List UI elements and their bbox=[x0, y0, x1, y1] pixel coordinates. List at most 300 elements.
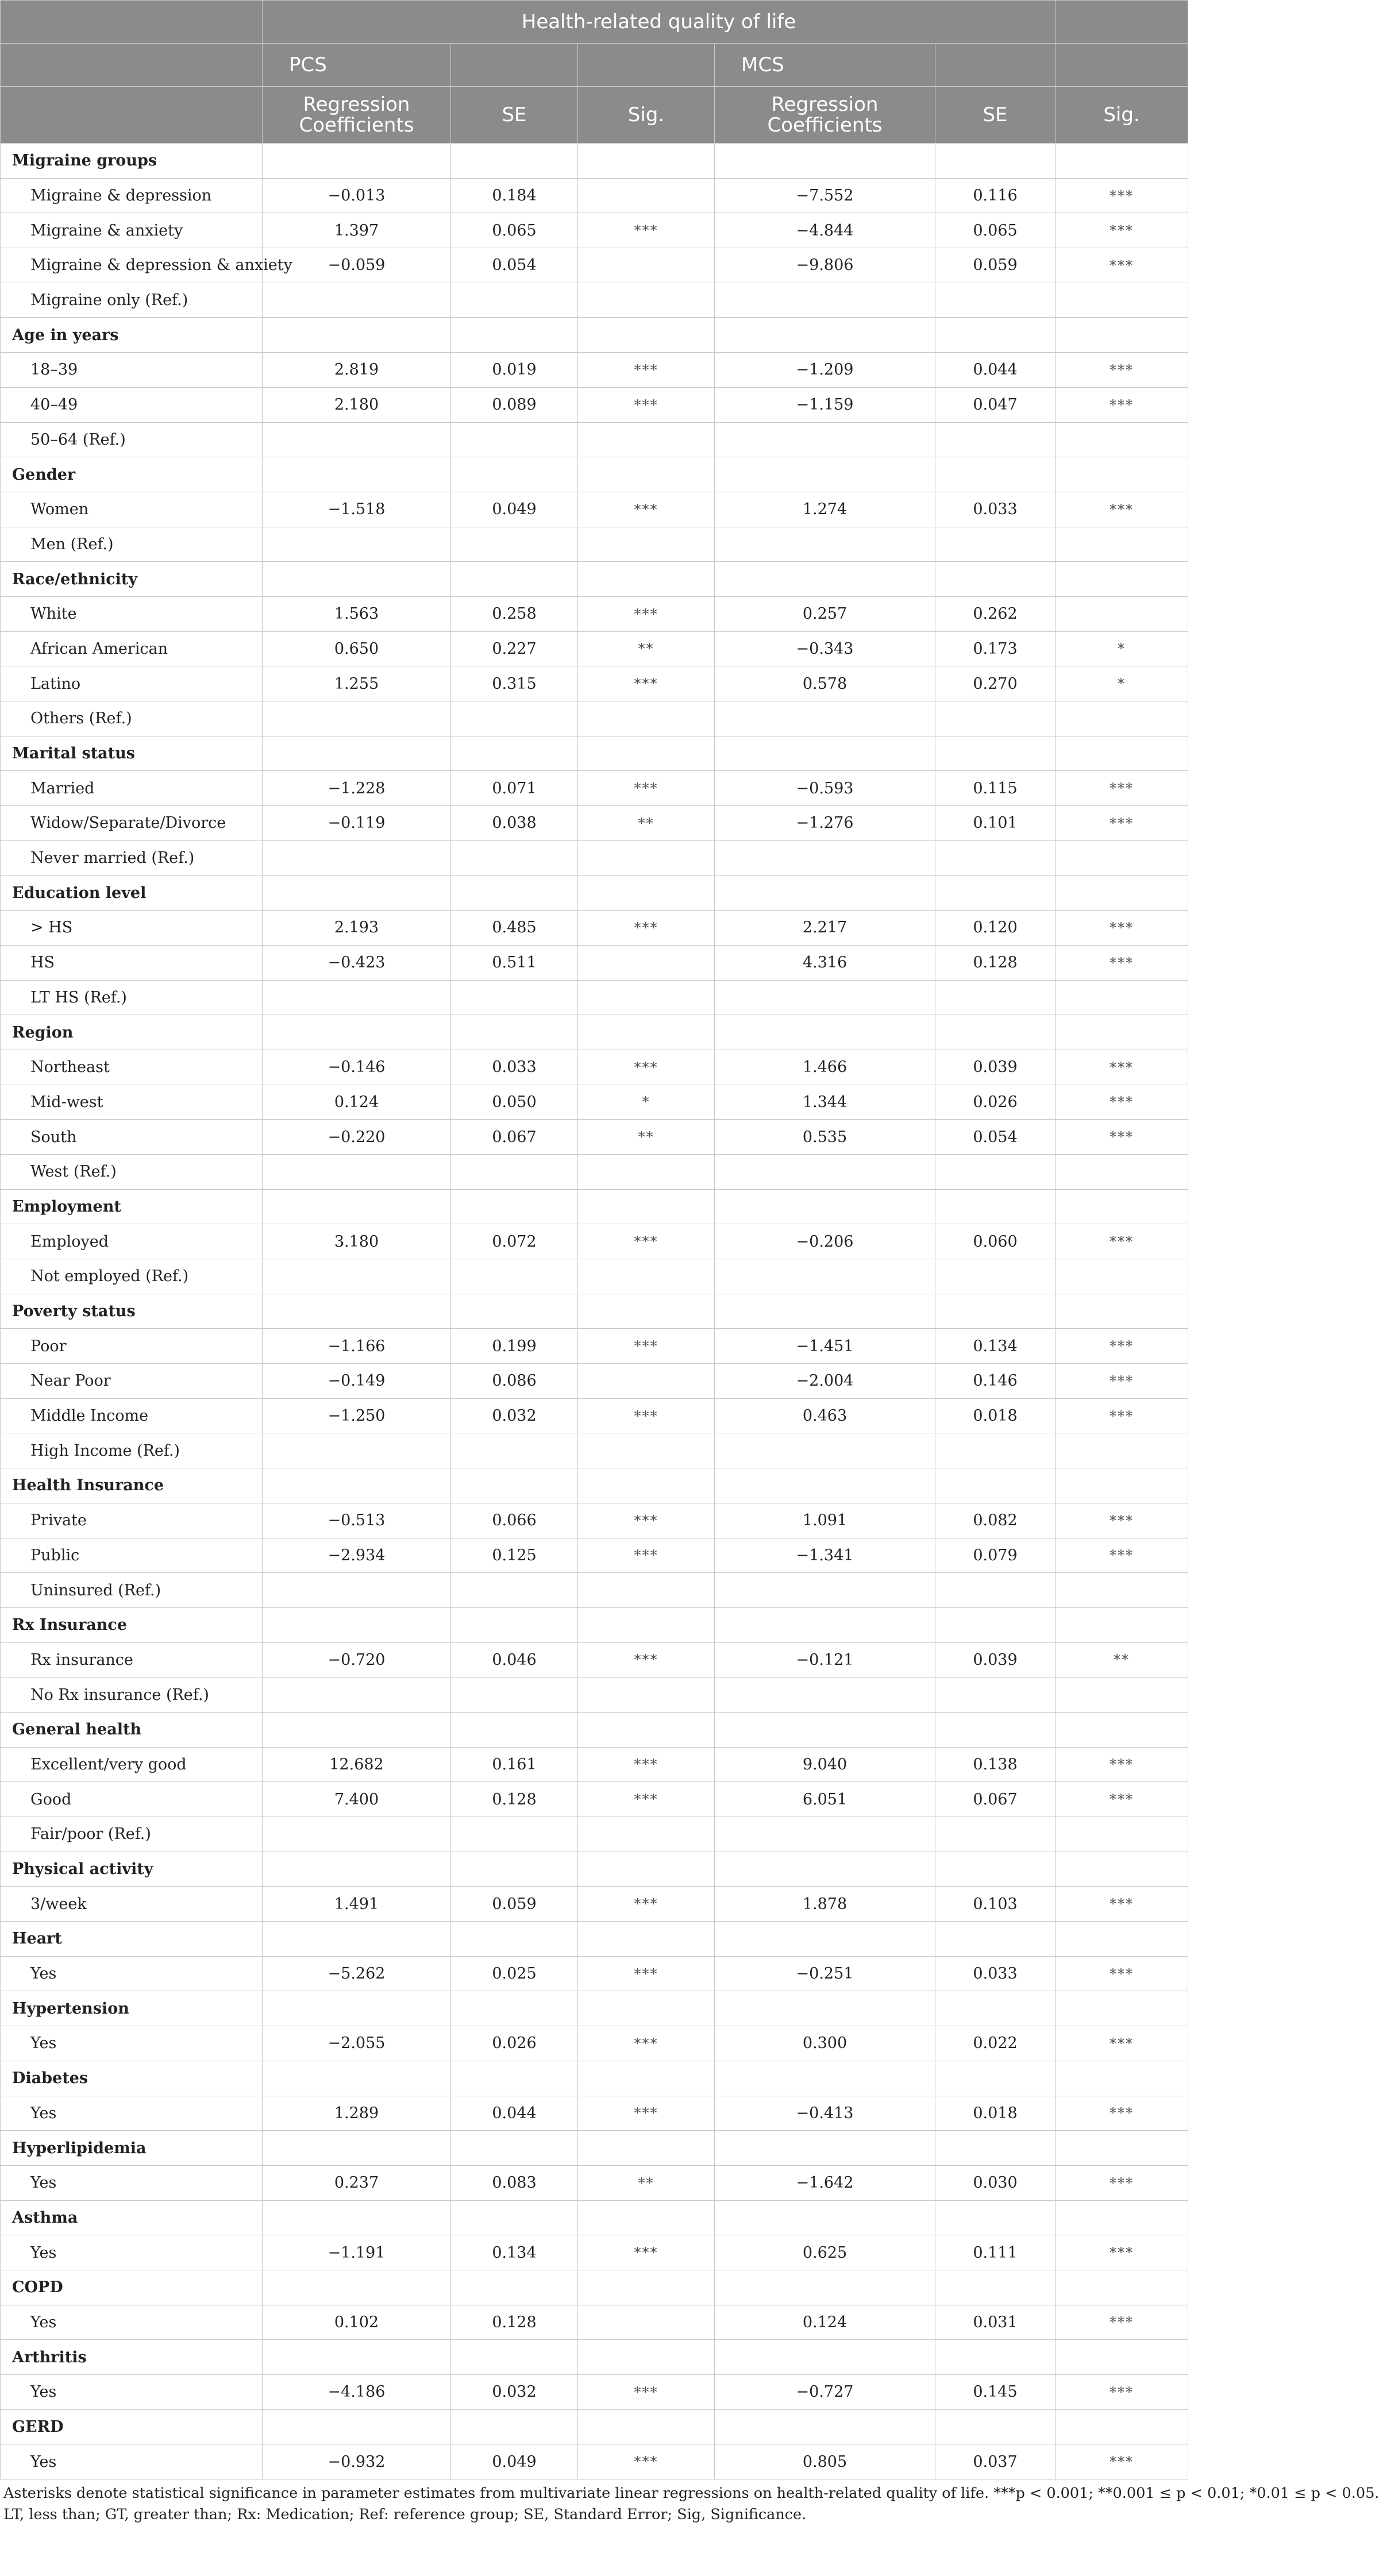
mcs-se: 0.270 bbox=[935, 666, 1056, 701]
section-row bbox=[1, 1991, 1188, 2026]
pcs-coefficient bbox=[263, 2061, 451, 2096]
section-row bbox=[1, 318, 1188, 353]
pcs-se: 0.049 bbox=[451, 492, 578, 527]
pcs-se: 0.067 bbox=[451, 1120, 578, 1155]
table-row bbox=[1, 1224, 1188, 1259]
pcs-coefficient bbox=[263, 1712, 451, 1747]
mcs-coefficient: −1.341 bbox=[715, 1538, 935, 1573]
pcs-se: 0.071 bbox=[451, 771, 578, 806]
pcs-coefficient bbox=[263, 840, 451, 876]
pcs-coefficient: −0.146 bbox=[263, 1050, 451, 1085]
footnote-line-2: LT, less than; GT, greater than; Rx: Medication; Ref: reference group; SE, Standard Error; Sig, Significance. bbox=[3, 2506, 807, 2524]
row-label: Yes bbox=[1, 1956, 263, 1991]
pcs-coefficient: 1.491 bbox=[263, 1887, 451, 1922]
mcs-significance: *** bbox=[1056, 2165, 1188, 2200]
pcs-significance: *** bbox=[578, 2235, 715, 2270]
mcs-coefficient: −4.844 bbox=[715, 213, 935, 248]
mcs-significance: *** bbox=[1056, 2096, 1188, 2131]
pcs-se: 0.033 bbox=[451, 1050, 578, 1085]
row-label: Not employed (Ref.) bbox=[1, 1259, 263, 1294]
mcs-coefficient bbox=[715, 840, 935, 876]
pcs-coefficient bbox=[263, 1573, 451, 1608]
pcs-coefficient: 2.193 bbox=[263, 911, 451, 946]
mcs-se bbox=[935, 2131, 1056, 2166]
mcs-significance bbox=[1056, 1154, 1188, 1189]
pcs-coefficient bbox=[263, 701, 451, 736]
row-label: Near Poor bbox=[1, 1364, 263, 1399]
pcs-se: 0.083 bbox=[451, 2165, 578, 2200]
table-row bbox=[1, 1956, 1188, 1991]
pcs-coefficient bbox=[263, 1189, 451, 1224]
pcs-coefficient: 3.180 bbox=[263, 1224, 451, 1259]
mcs-se: 0.033 bbox=[935, 1956, 1056, 1991]
mcs-significance bbox=[1056, 980, 1188, 1015]
pcs-se bbox=[451, 701, 578, 736]
mcs-significance: *** bbox=[1056, 1329, 1188, 1364]
row-label: LT HS (Ref.) bbox=[1, 980, 263, 1015]
mcs-coefficient: 0.257 bbox=[715, 596, 935, 631]
pcs-se: 0.184 bbox=[451, 178, 578, 213]
mcs-significance bbox=[1056, 1678, 1188, 1713]
section-row bbox=[1, 1712, 1188, 1747]
mcs-se: 0.026 bbox=[935, 1085, 1056, 1120]
pcs-coefficient: −0.119 bbox=[263, 806, 451, 841]
pcs-se bbox=[451, 2270, 578, 2305]
pcs-significance: *** bbox=[578, 771, 715, 806]
table-row bbox=[1, 840, 1188, 876]
row-label: Widow/Separate/Divorce bbox=[1, 806, 263, 841]
pcs-se: 0.019 bbox=[451, 353, 578, 388]
header-group-title: Health-related quality of life bbox=[263, 1, 1056, 44]
pcs-se: 0.065 bbox=[451, 213, 578, 248]
pcs-se: 0.026 bbox=[451, 2026, 578, 2061]
mcs-coefficient bbox=[715, 1817, 935, 1852]
row-label: Fair/poor (Ref.) bbox=[1, 1817, 263, 1852]
row-label: Private bbox=[1, 1503, 263, 1538]
table-row bbox=[1, 980, 1188, 1015]
row-label: Diabetes bbox=[1, 2061, 263, 2096]
mcs-coefficient bbox=[715, 2409, 935, 2444]
mcs-se bbox=[935, 840, 1056, 876]
table-row bbox=[1, 1747, 1188, 1782]
mcs-coefficient: 6.051 bbox=[715, 1782, 935, 1817]
mcs-se: 0.101 bbox=[935, 806, 1056, 841]
row-label: Gender bbox=[1, 457, 263, 492]
mcs-coefficient bbox=[715, 2270, 935, 2305]
pcs-significance: *** bbox=[578, 596, 715, 631]
mcs-significance: * bbox=[1056, 631, 1188, 666]
mcs-se: 0.047 bbox=[935, 387, 1056, 422]
mcs-se: 0.145 bbox=[935, 2375, 1056, 2410]
row-label: Poor bbox=[1, 1329, 263, 1364]
pcs-se bbox=[451, 1154, 578, 1189]
mcs-significance: *** bbox=[1056, 771, 1188, 806]
pcs-se: 0.161 bbox=[451, 1747, 578, 1782]
mcs-coefficient: 0.578 bbox=[715, 666, 935, 701]
mcs-significance: *** bbox=[1056, 1398, 1188, 1433]
table-row bbox=[1, 1503, 1188, 1538]
row-label: Men (Ref.) bbox=[1, 527, 263, 562]
pcs-coefficient: 1.289 bbox=[263, 2096, 451, 2131]
pcs-coefficient: −1.250 bbox=[263, 1398, 451, 1433]
pcs-significance bbox=[578, 527, 715, 562]
mcs-se bbox=[935, 980, 1056, 1015]
mcs-coefficient: −0.343 bbox=[715, 631, 935, 666]
row-label: Mid-west bbox=[1, 1085, 263, 1120]
pcs-coefficient bbox=[263, 144, 451, 179]
pcs-significance bbox=[578, 1678, 715, 1713]
pcs-se bbox=[451, 2200, 578, 2235]
row-label: Race/ethnicity bbox=[1, 562, 263, 597]
mcs-coefficient bbox=[715, 980, 935, 1015]
row-label: Women bbox=[1, 492, 263, 527]
row-label: Good bbox=[1, 1782, 263, 1817]
pcs-se: 0.258 bbox=[451, 596, 578, 631]
table-row bbox=[1, 1398, 1188, 1433]
mcs-significance: *** bbox=[1056, 911, 1188, 946]
pcs-significance bbox=[578, 457, 715, 492]
table-row bbox=[1, 911, 1188, 946]
section-row bbox=[1, 2270, 1188, 2305]
pcs-se bbox=[451, 2061, 578, 2096]
pcs-se bbox=[451, 1294, 578, 1329]
mcs-significance bbox=[1056, 840, 1188, 876]
pcs-coefficient bbox=[263, 2200, 451, 2235]
mcs-coefficient: 1.274 bbox=[715, 492, 935, 527]
pcs-significance bbox=[578, 2061, 715, 2096]
pcs-se bbox=[451, 1259, 578, 1294]
header-mcs: MCS bbox=[715, 44, 935, 87]
pcs-significance: *** bbox=[578, 1782, 715, 1817]
row-label: Excellent/very good bbox=[1, 1747, 263, 1782]
mcs-coefficient: −0.413 bbox=[715, 2096, 935, 2131]
mcs-coefficient bbox=[715, 318, 935, 353]
table-row bbox=[1, 387, 1188, 422]
pcs-coefficient bbox=[263, 1852, 451, 1887]
mcs-coefficient: 0.300 bbox=[715, 2026, 935, 2061]
row-label: Marital status bbox=[1, 736, 263, 771]
mcs-coefficient: −0.206 bbox=[715, 1224, 935, 1259]
table-row bbox=[1, 1817, 1188, 1852]
pcs-coefficient bbox=[263, 2131, 451, 2166]
pcs-significance bbox=[578, 2340, 715, 2375]
mcs-se bbox=[935, 2409, 1056, 2444]
pcs-se bbox=[451, 562, 578, 597]
row-label: Hyperlipidemia bbox=[1, 2131, 263, 2166]
mcs-coefficient bbox=[715, 1294, 935, 1329]
pcs-coefficient bbox=[263, 457, 451, 492]
table-row bbox=[1, 248, 1188, 283]
header-blank bbox=[1056, 1, 1188, 44]
mcs-coefficient: 1.091 bbox=[715, 1503, 935, 1538]
pcs-se bbox=[451, 1712, 578, 1747]
pcs-significance: *** bbox=[578, 387, 715, 422]
pcs-se bbox=[451, 1573, 578, 1608]
section-row bbox=[1, 1468, 1188, 1503]
row-label: Yes bbox=[1, 2305, 263, 2340]
pcs-significance bbox=[578, 1817, 715, 1852]
row-label: > HS bbox=[1, 911, 263, 946]
mcs-se bbox=[935, 1294, 1056, 1329]
mcs-significance: * bbox=[1056, 666, 1188, 701]
row-label: West (Ref.) bbox=[1, 1154, 263, 1189]
pcs-se bbox=[451, 876, 578, 911]
pcs-coefficient bbox=[263, 2340, 451, 2375]
table-row bbox=[1, 771, 1188, 806]
mcs-coefficient bbox=[715, 876, 935, 911]
pcs-significance: *** bbox=[578, 911, 715, 946]
table-row bbox=[1, 353, 1188, 388]
section-row bbox=[1, 1607, 1188, 1642]
mcs-coefficient: 1.466 bbox=[715, 1050, 935, 1085]
pcs-significance: *** bbox=[578, 2096, 715, 2131]
row-label: Yes bbox=[1, 2444, 263, 2479]
mcs-se bbox=[935, 1573, 1056, 1608]
pcs-coefficient: −2.934 bbox=[263, 1538, 451, 1573]
pcs-significance bbox=[578, 2131, 715, 2166]
mcs-coefficient: −1.276 bbox=[715, 806, 935, 841]
mcs-significance bbox=[1056, 2270, 1188, 2305]
pcs-significance bbox=[578, 422, 715, 457]
row-label: Uninsured (Ref.) bbox=[1, 1573, 263, 1608]
pcs-coefficient: −0.220 bbox=[263, 1120, 451, 1155]
header-pcs-coef: Regression Coefficients bbox=[263, 87, 451, 144]
pcs-coefficient bbox=[263, 1607, 451, 1642]
pcs-significance bbox=[578, 2409, 715, 2444]
pcs-coefficient: −0.720 bbox=[263, 1642, 451, 1678]
pcs-significance: *** bbox=[578, 1887, 715, 1922]
mcs-significance bbox=[1056, 1189, 1188, 1224]
table-row bbox=[1, 1642, 1188, 1678]
pcs-significance bbox=[578, 144, 715, 179]
pcs-coefficient bbox=[263, 2270, 451, 2305]
row-label: Migraine only (Ref.) bbox=[1, 283, 263, 318]
mcs-se bbox=[935, 1991, 1056, 2026]
table-row bbox=[1, 2375, 1188, 2410]
pcs-significance: *** bbox=[578, 1050, 715, 1085]
table-row bbox=[1, 492, 1188, 527]
header-mcs-sig: Sig. bbox=[1056, 87, 1188, 144]
mcs-significance: *** bbox=[1056, 2235, 1188, 2270]
pcs-coefficient: −2.055 bbox=[263, 2026, 451, 2061]
pcs-significance bbox=[578, 1573, 715, 1608]
pcs-significance: *** bbox=[578, 1503, 715, 1538]
pcs-significance bbox=[578, 1154, 715, 1189]
header-blank bbox=[1, 87, 263, 144]
pcs-se: 0.044 bbox=[451, 2096, 578, 2131]
section-row bbox=[1, 1294, 1188, 1329]
mcs-significance bbox=[1056, 457, 1188, 492]
pcs-coefficient: −0.149 bbox=[263, 1364, 451, 1399]
row-label: Education level bbox=[1, 876, 263, 911]
pcs-significance: ** bbox=[578, 631, 715, 666]
mcs-se: 0.022 bbox=[935, 2026, 1056, 2061]
mcs-significance bbox=[1056, 1922, 1188, 1957]
pcs-significance: *** bbox=[578, 1747, 715, 1782]
mcs-coefficient: −1.451 bbox=[715, 1329, 935, 1364]
mcs-coefficient: 1.344 bbox=[715, 1085, 935, 1120]
mcs-coefficient: −1.159 bbox=[715, 387, 935, 422]
pcs-significance: ** bbox=[578, 2165, 715, 2200]
mcs-significance bbox=[1056, 283, 1188, 318]
pcs-se bbox=[451, 283, 578, 318]
pcs-se: 0.032 bbox=[451, 1398, 578, 1433]
row-label: Hypertension bbox=[1, 1991, 263, 2026]
pcs-se: 0.128 bbox=[451, 2305, 578, 2340]
pcs-se bbox=[451, 1433, 578, 1468]
header-blank bbox=[578, 44, 715, 87]
row-label: COPD bbox=[1, 2270, 263, 2305]
pcs-coefficient: 2.819 bbox=[263, 353, 451, 388]
mcs-coefficient bbox=[715, 1154, 935, 1189]
mcs-coefficient bbox=[715, 1852, 935, 1887]
mcs-significance: *** bbox=[1056, 2375, 1188, 2410]
mcs-se: 0.128 bbox=[935, 945, 1056, 980]
pcs-significance bbox=[578, 2305, 715, 2340]
pcs-significance: *** bbox=[578, 1642, 715, 1678]
pcs-se: 0.032 bbox=[451, 2375, 578, 2410]
pcs-significance bbox=[578, 1294, 715, 1329]
pcs-significance: *** bbox=[578, 1538, 715, 1573]
pcs-significance bbox=[578, 701, 715, 736]
pcs-se bbox=[451, 2131, 578, 2166]
mcs-coefficient: 0.463 bbox=[715, 1398, 935, 1433]
mcs-significance bbox=[1056, 1294, 1188, 1329]
section-row bbox=[1, 2061, 1188, 2096]
mcs-coefficient: 0.535 bbox=[715, 1120, 935, 1155]
mcs-significance bbox=[1056, 1712, 1188, 1747]
section-row bbox=[1, 2340, 1188, 2375]
row-label: 3/week bbox=[1, 1887, 263, 1922]
pcs-se: 0.046 bbox=[451, 1642, 578, 1678]
section-row bbox=[1, 876, 1188, 911]
mcs-se: 0.044 bbox=[935, 353, 1056, 388]
mcs-se bbox=[935, 1015, 1056, 1050]
mcs-coefficient bbox=[715, 562, 935, 597]
pcs-se: 0.072 bbox=[451, 1224, 578, 1259]
pcs-coefficient bbox=[263, 318, 451, 353]
pcs-coefficient: −1.191 bbox=[263, 2235, 451, 2270]
pcs-significance: *** bbox=[578, 2375, 715, 2410]
mcs-se bbox=[935, 1433, 1056, 1468]
mcs-se: 0.138 bbox=[935, 1747, 1056, 1782]
mcs-significance: *** bbox=[1056, 387, 1188, 422]
mcs-se bbox=[935, 736, 1056, 771]
pcs-coefficient: −1.518 bbox=[263, 492, 451, 527]
pcs-se bbox=[451, 1468, 578, 1503]
header-pcs-se: SE bbox=[451, 87, 578, 144]
mcs-coefficient: 1.878 bbox=[715, 1887, 935, 1922]
row-label: Public bbox=[1, 1538, 263, 1573]
pcs-coefficient: 0.102 bbox=[263, 2305, 451, 2340]
row-label: Arthritis bbox=[1, 2340, 263, 2375]
pcs-coefficient: 1.397 bbox=[263, 213, 451, 248]
pcs-significance: *** bbox=[578, 213, 715, 248]
row-label: Northeast bbox=[1, 1050, 263, 1085]
mcs-coefficient bbox=[715, 1922, 935, 1957]
pcs-coefficient bbox=[263, 1678, 451, 1713]
mcs-se bbox=[935, 2340, 1056, 2375]
row-label: Rx insurance bbox=[1, 1642, 263, 1678]
pcs-coefficient: −1.228 bbox=[263, 771, 451, 806]
row-label: Yes bbox=[1, 2026, 263, 2061]
mcs-se bbox=[935, 1154, 1056, 1189]
mcs-se: 0.018 bbox=[935, 1398, 1056, 1433]
row-label: General health bbox=[1, 1712, 263, 1747]
table-row bbox=[1, 527, 1188, 562]
mcs-se bbox=[935, 144, 1056, 179]
mcs-significance bbox=[1056, 527, 1188, 562]
pcs-coefficient: −5.262 bbox=[263, 1956, 451, 1991]
pcs-se: 0.050 bbox=[451, 1085, 578, 1120]
mcs-significance bbox=[1056, 1259, 1188, 1294]
table-row bbox=[1, 631, 1188, 666]
pcs-se: 0.199 bbox=[451, 1329, 578, 1364]
header-blank bbox=[1, 44, 263, 87]
mcs-se bbox=[935, 1259, 1056, 1294]
pcs-se: 0.049 bbox=[451, 2444, 578, 2479]
mcs-se bbox=[935, 1607, 1056, 1642]
pcs-coefficient: −0.013 bbox=[263, 178, 451, 213]
row-label: Migraine groups bbox=[1, 144, 263, 179]
table-row bbox=[1, 1120, 1188, 1155]
pcs-coefficient bbox=[263, 1817, 451, 1852]
table-header bbox=[1, 1, 1188, 144]
pcs-se bbox=[451, 2409, 578, 2444]
mcs-coefficient bbox=[715, 144, 935, 179]
pcs-coefficient: 12.682 bbox=[263, 1747, 451, 1782]
mcs-significance: *** bbox=[1056, 213, 1188, 248]
row-label: White bbox=[1, 596, 263, 631]
row-label: 18–39 bbox=[1, 353, 263, 388]
mcs-se bbox=[935, 562, 1056, 597]
pcs-significance bbox=[578, 2200, 715, 2235]
row-label: South bbox=[1, 1120, 263, 1155]
mcs-significance bbox=[1056, 2061, 1188, 2096]
pcs-coefficient bbox=[263, 422, 451, 457]
pcs-significance bbox=[578, 945, 715, 980]
mcs-se: 0.067 bbox=[935, 1782, 1056, 1817]
pcs-significance bbox=[578, 283, 715, 318]
mcs-se bbox=[935, 876, 1056, 911]
pcs-se: 0.134 bbox=[451, 2235, 578, 2270]
mcs-significance bbox=[1056, 596, 1188, 631]
mcs-significance bbox=[1056, 2340, 1188, 2375]
section-row bbox=[1, 144, 1188, 179]
mcs-se: 0.120 bbox=[935, 911, 1056, 946]
mcs-coefficient bbox=[715, 1189, 935, 1224]
mcs-significance bbox=[1056, 1607, 1188, 1642]
pcs-se bbox=[451, 527, 578, 562]
mcs-significance: *** bbox=[1056, 1782, 1188, 1817]
mcs-coefficient bbox=[715, 1607, 935, 1642]
pcs-se: 0.511 bbox=[451, 945, 578, 980]
table-row bbox=[1, 1433, 1188, 1468]
pcs-significance bbox=[578, 1852, 715, 1887]
mcs-coefficient: −9.806 bbox=[715, 248, 935, 283]
mcs-coefficient bbox=[715, 2131, 935, 2166]
mcs-significance: *** bbox=[1056, 1085, 1188, 1120]
table-row bbox=[1, 666, 1188, 701]
mcs-se: 0.037 bbox=[935, 2444, 1056, 2479]
pcs-coefficient: −0.932 bbox=[263, 2444, 451, 2479]
mcs-significance: *** bbox=[1056, 945, 1188, 980]
row-label: Employed bbox=[1, 1224, 263, 1259]
pcs-significance bbox=[578, 876, 715, 911]
section-row bbox=[1, 2131, 1188, 2166]
pcs-se bbox=[451, 2340, 578, 2375]
pcs-se bbox=[451, 1189, 578, 1224]
